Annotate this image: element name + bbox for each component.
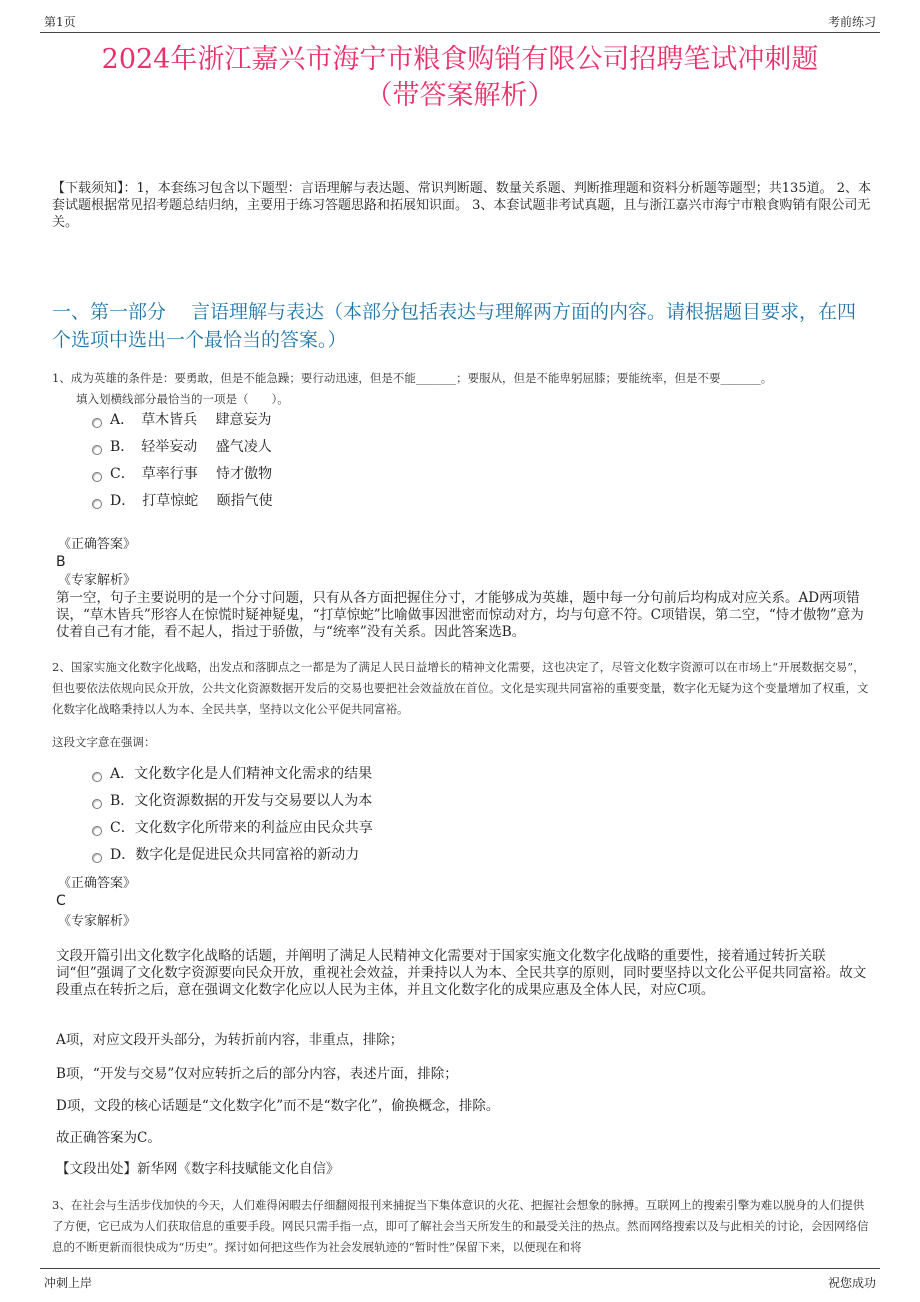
question-2-option-d[interactable]	[92, 842, 373, 869]
question-1-options	[92, 407, 273, 515]
footer-right: 祝您成功	[827, 1276, 876, 1290]
question-2-prompt: 这段文字意在强调：	[52, 735, 156, 749]
question-2-analysis: 文段开篇引出文化数字化战略的话题，并阐明了满足人民精神文化需要对于国家实施文化数字化战略的重要性，接着通过转折关联词“但”强调了文化数字资源要向民众开放，重视社会效益，并秉持以人为本、全民共享的原则，同时要坚持以文化公平促共同富裕。故文段重点在转折之后，意在强调文化数字化应以人民为主体，并且文化数字化的成果应惠及全体人民，对应C项。	[56, 948, 867, 998]
question-2-stem: 2、国家实施文化数字化战略，出发点和落脚点之一都是为了满足人民日益增长的精神文化需要，这也决定了，尽管文化数字资源可以在市场上“开展数据交易”，但也要依法依规向民众开放，公共文化资源数据开发后的交易也要把社会效益放在首位。文化是实现共同富裕的重要变量，数字化无疑为这个变量增加了权重，文化数字化战略秉持以人为本、全民共享，坚持以文化公平促共同富裕。	[52, 660, 869, 716]
question-2-option-c[interactable]	[92, 815, 373, 842]
question-1-instruction: 填入划横线部分最恰当的一项是（ ）。	[76, 392, 289, 406]
question-1-answer: B	[56, 554, 66, 570]
document-title	[40, 42, 880, 114]
question-1-stem-line: 1、成为英雄的条件是：要勇敢，但是不能急躁；要行动迅速，但是不能_______；要服从，但是不能卑躬屈膝；要能统率，但是不要_______。	[52, 371, 773, 385]
option-label: D． 打草惊蛇 颐指气使	[110, 493, 273, 509]
correct-answer-label: 《正确答案》	[58, 537, 137, 552]
radio-icon[interactable]	[92, 499, 102, 509]
question-1-stem	[52, 368, 874, 410]
question-2-note-d: D项，文段的核心话题是“文化数字化”而不是“数字化”，偷换概念，排除。	[56, 1098, 500, 1114]
title-line-2: （带答案解析）	[365, 80, 555, 111]
question-1-option-a[interactable]	[92, 407, 273, 434]
option-label: C．文化数字化所带来的利益应由民众共享	[110, 820, 373, 836]
option-label: B．文化资源数据的开发与交易要以人为本	[110, 793, 373, 809]
question-2-note-b: B项，“开发与交易”仅对应转折之后的部分内容，表述片面，排除；	[56, 1066, 458, 1082]
expert-analysis-label: 《专家解析》	[58, 914, 137, 929]
radio-icon[interactable]	[92, 853, 102, 863]
radio-icon[interactable]	[92, 418, 102, 428]
question-2-note-a: A项，对应文段开头部分，为转折前内容，非重点，排除；	[56, 1032, 404, 1048]
option-label: D．数字化是促进民众共同富裕的新动力	[110, 847, 360, 863]
question-2-answer: C	[56, 893, 66, 909]
question-1-option-b[interactable]	[92, 434, 273, 461]
footer-left: 冲刺上岸	[44, 1276, 93, 1290]
header-label: 考前练习	[827, 15, 876, 29]
section-heading: 一、第一部分 言语理解与表达（本部分包括表达与理解两方面的内容。请根据题目要求，在四个选项中选出一个最恰当的答案。）	[52, 301, 857, 351]
question-2-option-a[interactable]	[92, 761, 373, 788]
question-3-stem: 3、在社会与生活步伐加快的今天，人们难得闲暇去仔细翻阅报刊来捕捉当下集体意识的火花、把握社会想象的脉搏。互联网上的搜索引擎为难以脱身的人们提供了方便，它已成为人们获取信息的重要手段。网民只需手指一点，即可了解社会当天所发生的和最受关注的热点。然而网络搜索以及与此相关的讨论，会因网络信息的不断更新而很快成为“历史”。探讨如何把这些作为社会发展轨迹的“暂时性”保留下来，以便现在和将	[52, 1198, 869, 1254]
question-2-source: 【文段出处】新华网《数字科技赋能文化自信》	[56, 1161, 340, 1177]
title-line-1: 2024年浙江嘉兴市海宁市粮食购销有限公司招聘笔试冲刺题	[101, 44, 819, 75]
page-number: 第1页	[44, 15, 76, 29]
question-1-option-c[interactable]	[92, 461, 273, 488]
radio-icon[interactable]	[92, 772, 102, 782]
question-2-conclusion: 故正确答案为C。	[56, 1130, 161, 1146]
question-2-options	[92, 761, 373, 869]
page-header	[40, 10, 880, 33]
page-footer	[40, 1268, 880, 1293]
download-notice: 【下载须知】：1，本套练习包含以下题型：言语理解与表达题、常识判断题、数量关系题、判断推理题和资料分析题等题型；共135道。 2、本套试题根据常见招考题总结归纳，主要用于练习答题思路和拓展知识面。 3、本套试题非考试真题，且与浙江嘉兴市海宁市粮食购销有限公司无关。	[52, 181, 871, 230]
option-label: A． 草木皆兵 肆意妄为	[110, 412, 272, 428]
radio-icon[interactable]	[92, 799, 102, 809]
question-2-option-b[interactable]	[92, 788, 373, 815]
question-1-analysis: 第一空，句子主要说明的是一个分寸问题，只有从各方面把握住分寸，才能够成为英雄，题中每一分句前后均构成对应关系。AD两项错误，“草木皆兵”形容人在惊慌时疑神疑鬼，“打草惊蛇”比喻做事因泄密而惊动对方，均与句意不符。C项错误，第二空，“恃才傲物”意为仗着自己有才能，看不起人，指过于骄傲，与“统率”没有关系。因此答案选B。	[56, 590, 864, 640]
correct-answer-label: 《正确答案》	[58, 876, 137, 891]
radio-icon[interactable]	[92, 445, 102, 455]
option-label: A．文化数字化是人们精神文化需求的结果	[110, 766, 373, 782]
expert-analysis-label: 《专家解析》	[58, 573, 137, 588]
radio-icon[interactable]	[92, 826, 102, 836]
radio-icon[interactable]	[92, 472, 102, 482]
option-label: B． 轻举妄动 盛气凌人	[110, 439, 272, 455]
question-1-option-d[interactable]	[92, 488, 273, 515]
option-label: C． 草率行事 恃才傲物	[110, 466, 273, 482]
